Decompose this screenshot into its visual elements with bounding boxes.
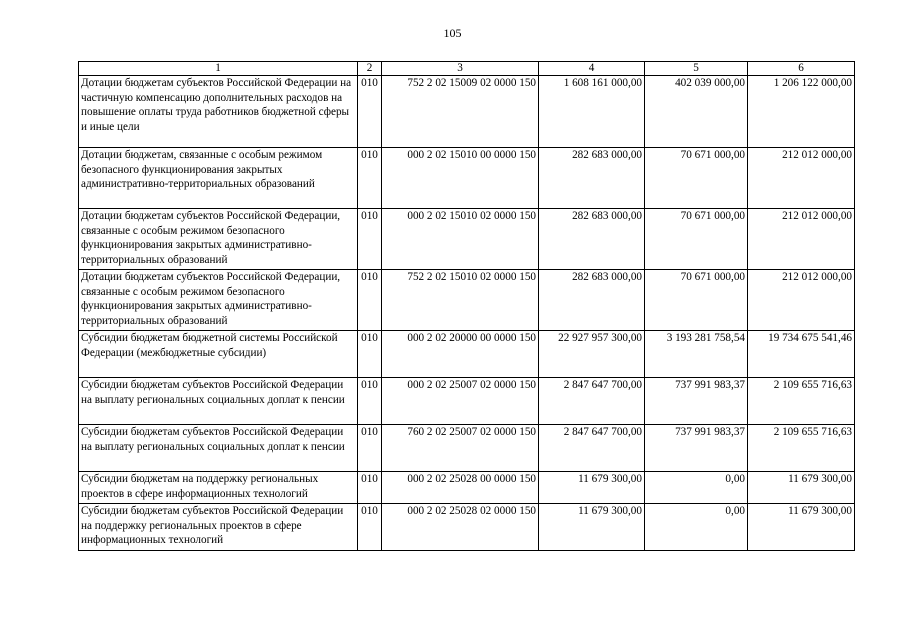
row-code: 010 (358, 209, 382, 270)
row-value-4: 2 847 647 700,00 (539, 378, 645, 425)
row-value-6: 2 109 655 716,63 (748, 378, 855, 425)
row-value-6: 11 679 300,00 (748, 472, 855, 504)
row-name: Дотации бюджетам, связанные с особым режимом безопасного функционирования закрытых административно-территориальных образований (79, 148, 358, 209)
table-row (79, 270, 855, 331)
row-kbk: 000 2 02 25028 02 0000 150 (382, 504, 539, 551)
row-code: 010 (358, 331, 382, 378)
column-header: 1 (79, 62, 358, 76)
table-row (79, 331, 855, 378)
row-name: Субсидии бюджетам бюджетной системы Российской Федерации (межбюджетные субсидии) (79, 331, 358, 378)
row-value-4: 22 927 957 300,00 (539, 331, 645, 378)
column-header: 3 (382, 62, 539, 76)
row-kbk: 752 2 02 15009 02 0000 150 (382, 76, 539, 148)
row-value-6: 212 012 000,00 (748, 148, 855, 209)
row-value-6: 11 679 300,00 (748, 504, 855, 551)
row-value-5: 3 193 281 758,54 (645, 331, 748, 378)
row-kbk: 000 2 02 15010 00 0000 150 (382, 148, 539, 209)
table-row (79, 378, 855, 425)
row-value-4: 282 683 000,00 (539, 209, 645, 270)
row-name: Субсидии бюджетам субъектов Российской Федерации на выплату региональных социальных доплат к пенсии (79, 378, 358, 425)
page-number: 105 (443, 26, 462, 40)
row-value-4: 282 683 000,00 (539, 270, 645, 331)
row-kbk: 000 2 02 25028 00 0000 150 (382, 472, 539, 504)
row-code: 010 (358, 270, 382, 331)
row-code: 010 (358, 425, 382, 472)
row-name: Субсидии бюджетам на поддержку региональных проектов в сфере информационных технологий (79, 472, 358, 504)
row-name: Дотации бюджетам субъектов Российской Федерации, связанные с особым режимом безопасного функционирования закрытых административно-территориальных образований (79, 270, 358, 331)
row-code: 010 (358, 148, 382, 209)
column-header: 5 (645, 62, 748, 76)
table-row (79, 504, 855, 551)
row-value-4: 2 847 647 700,00 (539, 425, 645, 472)
table-row (79, 472, 855, 504)
table-row (79, 425, 855, 472)
row-value-6: 19 734 675 541,46 (748, 331, 855, 378)
table-row (79, 148, 855, 209)
row-kbk: 752 2 02 15010 02 0000 150 (382, 270, 539, 331)
row-name: Дотации бюджетам субъектов Российской Федерации, связанные с особым режимом безопасного функционирования закрытых административно-территориальных образований (79, 209, 358, 270)
row-value-4: 11 679 300,00 (539, 504, 645, 551)
row-kbk: 000 2 02 15010 02 0000 150 (382, 209, 539, 270)
row-value-4: 282 683 000,00 (539, 148, 645, 209)
row-value-5: 737 991 983,37 (645, 425, 748, 472)
row-value-6: 212 012 000,00 (748, 270, 855, 331)
column-header: 2 (358, 62, 382, 76)
row-code: 010 (358, 504, 382, 551)
column-header: 6 (748, 62, 855, 76)
row-value-4: 11 679 300,00 (539, 472, 645, 504)
row-kbk: 760 2 02 25007 02 0000 150 (382, 425, 539, 472)
table-header-row (79, 62, 855, 76)
row-name: Субсидии бюджетам субъектов Российской Федерации на выплату региональных социальных доплат к пенсии (79, 425, 358, 472)
row-value-5: 70 671 000,00 (645, 148, 748, 209)
row-code: 010 (358, 76, 382, 148)
row-value-5: 402 039 000,00 (645, 76, 748, 148)
row-kbk: 000 2 02 20000 00 0000 150 (382, 331, 539, 378)
row-value-5: 0,00 (645, 504, 748, 551)
row-value-4: 1 608 161 000,00 (539, 76, 645, 148)
row-value-6: 1 206 122 000,00 (748, 76, 855, 148)
row-value-6: 2 109 655 716,63 (748, 425, 855, 472)
row-value-5: 70 671 000,00 (645, 270, 748, 331)
row-code: 010 (358, 378, 382, 425)
column-header: 4 (539, 62, 645, 76)
row-name: Дотации бюджетам субъектов Российской Федерации на частичную компенсацию дополнительных расходов на повышение оплаты труда работников бюджетной сферы и иные цели (79, 76, 358, 148)
row-name: Субсидии бюджетам субъектов Российской Федерации на поддержку региональных проектов в сфере информационных технологий (79, 504, 358, 551)
row-value-5: 70 671 000,00 (645, 209, 748, 270)
budget-table (78, 61, 855, 551)
table-row (79, 76, 855, 148)
row-value-6: 212 012 000,00 (748, 209, 855, 270)
table-row (79, 209, 855, 270)
row-value-5: 0,00 (645, 472, 748, 504)
row-kbk: 000 2 02 25007 02 0000 150 (382, 378, 539, 425)
row-code: 010 (358, 472, 382, 504)
row-value-5: 737 991 983,37 (645, 378, 748, 425)
